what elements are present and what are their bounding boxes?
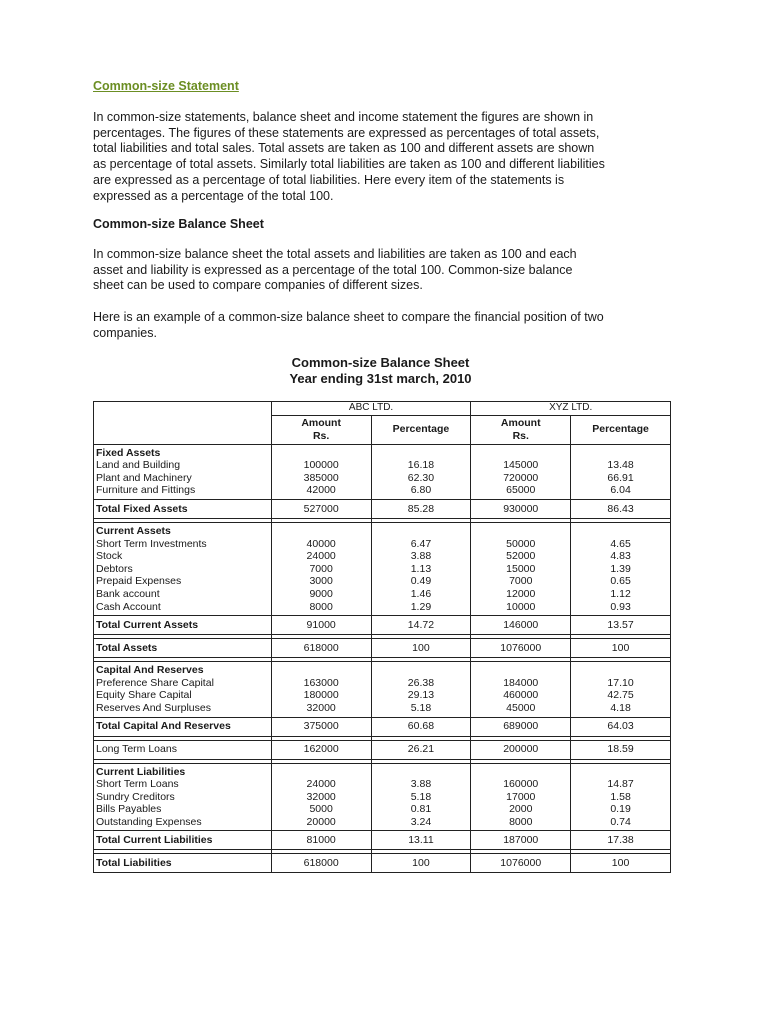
total-xyz-amount: 1076000 bbox=[471, 854, 571, 873]
xyz-percentages-line: 6.04 bbox=[610, 484, 631, 497]
section-labels-line: Outstanding Expenses bbox=[96, 815, 202, 828]
xyz-percentages-line: 4.83 bbox=[610, 550, 631, 563]
balance-sheet-table bbox=[93, 401, 671, 873]
xyz-percentages-line: 4.65 bbox=[610, 537, 631, 550]
total-label: Total Fixed Assets bbox=[94, 499, 272, 518]
abc-amounts-line: 180000 bbox=[303, 689, 339, 702]
abc-percentages-line: 3.88 bbox=[410, 550, 432, 563]
example-paragraph-line: Here is an example of a common-size balance sheet to compare the financial position of two bbox=[93, 310, 604, 324]
abc-amounts-line bbox=[275, 525, 368, 538]
abc-amounts-line: 24000 bbox=[306, 778, 336, 791]
section-labels bbox=[94, 763, 272, 831]
xyz-percentages-line bbox=[574, 766, 667, 779]
xyz-amounts-line: 2000 bbox=[509, 803, 533, 816]
section-labels-line: Current Assets bbox=[96, 524, 171, 537]
total-xyz-percentage: 18.59 bbox=[571, 740, 671, 759]
abc-percentages-line: 1.29 bbox=[410, 600, 432, 613]
xyz-amounts-line: 7000 bbox=[509, 575, 533, 588]
abc-percentages-line: 62.30 bbox=[407, 471, 435, 484]
intro-paragraph-line: as percentage of total assets. Similarly total liabilities are taken as 100 and different liabilities bbox=[93, 157, 605, 172]
amount-header-unit: Rs. bbox=[512, 429, 529, 442]
abc-amounts-line bbox=[275, 447, 368, 460]
intro-paragraph-line: expressed as a percentage of the total 100. bbox=[93, 188, 334, 203]
section-labels-line: Current Liabilities bbox=[96, 765, 186, 778]
abc-amounts-line: 3000 bbox=[309, 575, 333, 588]
total-xyz-percentage: 86.43 bbox=[571, 499, 671, 518]
total-row bbox=[94, 831, 671, 850]
abc-amounts-line bbox=[275, 766, 368, 779]
common-size-statement-link[interactable]: Common-size Statement bbox=[93, 79, 239, 93]
total-xyz-percentage: 13.57 bbox=[571, 616, 671, 635]
abc-percentages bbox=[371, 522, 471, 615]
section-items-row bbox=[94, 763, 671, 831]
intro-paragraph bbox=[93, 110, 678, 204]
section-labels-line: Short Term Loans bbox=[96, 778, 179, 791]
xyz-percentage-header: Percentage bbox=[571, 415, 671, 444]
xyz-percentages-line bbox=[574, 525, 667, 538]
xyz-percentages bbox=[571, 763, 671, 831]
total-xyz-amount: 146000 bbox=[471, 616, 571, 635]
abc-percentages-line bbox=[375, 447, 468, 460]
abc-percentage-header: Percentage bbox=[371, 415, 471, 444]
total-abc-percentage: 100 bbox=[371, 639, 471, 658]
table-subtitle: Year ending 31st march, 2010 bbox=[289, 371, 472, 386]
xyz-percentages bbox=[571, 662, 671, 717]
xyz-percentages-line: 1.39 bbox=[610, 562, 631, 575]
xyz-percentages-line: 0.19 bbox=[610, 803, 631, 816]
xyz-percentages-line: 1.58 bbox=[610, 790, 631, 803]
abc-amounts bbox=[271, 662, 371, 717]
xyz-amounts-line: 184000 bbox=[503, 676, 539, 689]
total-xyz-amount: 689000 bbox=[471, 717, 571, 736]
abc-amounts-line: 24000 bbox=[306, 550, 336, 563]
xyz-amounts-line bbox=[474, 447, 567, 460]
total-xyz-percentage: 100 bbox=[571, 854, 671, 873]
xyz-amounts-line: 8000 bbox=[509, 815, 533, 828]
section-labels-line: Capital And Reserves bbox=[96, 664, 204, 677]
amount-header-line: Amount bbox=[500, 417, 541, 429]
total-xyz-amount: 200000 bbox=[471, 740, 571, 759]
xyz-amounts-line: 10000 bbox=[506, 600, 536, 613]
abc-percentages-line: 1.46 bbox=[410, 587, 432, 600]
total-xyz-amount: 1076000 bbox=[471, 639, 571, 658]
section-labels-line: Bills Payables bbox=[96, 803, 162, 816]
total-label: Total Current Liabilities bbox=[94, 831, 272, 850]
total-abc-percentage: 26.21 bbox=[371, 740, 471, 759]
abc-percentages-line: 5.18 bbox=[410, 790, 432, 803]
abc-percentages-line: 3.88 bbox=[410, 778, 432, 791]
section-labels-line: Reserves And Surpluses bbox=[96, 701, 211, 714]
xyz-percentages-line: 13.48 bbox=[607, 459, 634, 472]
abc-amounts-line: 32000 bbox=[306, 701, 336, 714]
common-size-balance-sheet-heading: Common-size Balance Sheet bbox=[93, 217, 264, 231]
xyz-amounts-line: 460000 bbox=[503, 689, 539, 702]
abc-amounts-line: 100000 bbox=[303, 459, 339, 472]
company-xyz-header: XYZ LTD. bbox=[471, 402, 671, 416]
section-items-row bbox=[94, 522, 671, 615]
xyz-percentages bbox=[571, 522, 671, 615]
company-header-row bbox=[94, 402, 671, 416]
intro-paragraph-line: percentages. The figures of these statements are expressed as percentages of total assets, bbox=[93, 125, 600, 140]
abc-amounts-line: 32000 bbox=[306, 790, 336, 803]
section-labels-line: Furniture and Fittings bbox=[96, 484, 196, 497]
abc-percentages bbox=[371, 662, 471, 717]
abc-percentages-line bbox=[375, 664, 468, 677]
xyz-percentages-line: 17.10 bbox=[607, 676, 634, 689]
total-abc-amount: 527000 bbox=[271, 499, 371, 518]
abc-percentages-line: 0.81 bbox=[410, 803, 432, 816]
balance-sheet-paragraph-line: sheet can be used to compare companies of different sizes. bbox=[93, 278, 423, 293]
total-xyz-percentage: 64.03 bbox=[571, 717, 671, 736]
abc-percentages-line: 29.13 bbox=[407, 689, 435, 702]
section-labels-line: Prepaid Expenses bbox=[96, 575, 182, 588]
example-paragraph bbox=[93, 310, 678, 341]
section-labels-line: Debtors bbox=[96, 562, 133, 575]
xyz-percentages-line: 0.65 bbox=[610, 575, 631, 588]
xyz-percentages bbox=[571, 444, 671, 499]
total-row bbox=[94, 717, 671, 736]
xyz-amount-header bbox=[471, 415, 571, 444]
amount-header-unit: Rs. bbox=[312, 429, 330, 442]
abc-percentages-line: 16.18 bbox=[407, 459, 435, 472]
section-labels-line: Fixed Assets bbox=[96, 446, 161, 459]
xyz-percentages-line: 4.18 bbox=[610, 701, 631, 714]
section-labels bbox=[94, 444, 272, 499]
xyz-amounts bbox=[471, 662, 571, 717]
abc-percentages-line bbox=[375, 525, 468, 538]
xyz-amounts-line: 12000 bbox=[506, 587, 536, 600]
total-abc-amount: 91000 bbox=[271, 616, 371, 635]
abc-amounts-line: 385000 bbox=[303, 471, 339, 484]
xyz-percentages-line: 66.91 bbox=[607, 471, 634, 484]
xyz-amounts-line: 15000 bbox=[506, 562, 536, 575]
section-labels bbox=[94, 662, 272, 717]
total-row bbox=[94, 616, 671, 635]
total-abc-amount: 375000 bbox=[271, 717, 371, 736]
section-labels-line: Preference Share Capital bbox=[96, 676, 214, 689]
abc-percentages-line: 5.18 bbox=[410, 701, 432, 714]
xyz-amounts-line: 720000 bbox=[503, 471, 539, 484]
intro-paragraph-line: are expressed as a percentage of total liabilities. Here every item of the statements is bbox=[93, 172, 565, 187]
abc-percentages-line: 1.13 bbox=[410, 562, 432, 575]
section-labels-line: Stock bbox=[96, 550, 123, 563]
xyz-percentages-line: 1.12 bbox=[610, 587, 631, 600]
abc-percentages bbox=[371, 444, 471, 499]
total-label: Long Term Loans bbox=[94, 740, 272, 759]
abc-amounts-line: 163000 bbox=[303, 676, 339, 689]
abc-amounts-line: 9000 bbox=[309, 587, 333, 600]
company-abc-header: ABC LTD. bbox=[271, 402, 471, 416]
xyz-amounts-line: 52000 bbox=[506, 550, 536, 563]
total-abc-percentage: 85.28 bbox=[371, 499, 471, 518]
table-title: Common-size Balance Sheet bbox=[291, 355, 470, 370]
abc-percentages-line: 6.47 bbox=[410, 537, 432, 550]
xyz-amounts-line: 160000 bbox=[503, 778, 539, 791]
abc-percentages bbox=[371, 763, 471, 831]
example-paragraph-line: companies. bbox=[93, 325, 157, 340]
section-labels-line: Cash Account bbox=[96, 600, 161, 613]
abc-amounts-line: 8000 bbox=[309, 600, 333, 613]
abc-percentages-line: 6.80 bbox=[410, 484, 432, 497]
total-abc-amount: 162000 bbox=[271, 740, 371, 759]
xyz-amounts-line: 50000 bbox=[506, 537, 536, 550]
xyz-percentages-line: 0.93 bbox=[610, 600, 631, 613]
xyz-amounts bbox=[471, 444, 571, 499]
abc-percentages-line: 3.24 bbox=[410, 815, 432, 828]
section-labels bbox=[94, 522, 272, 615]
total-xyz-percentage: 17.38 bbox=[571, 831, 671, 850]
total-row bbox=[94, 740, 671, 759]
amount-header-line: Amount bbox=[301, 417, 341, 429]
total-label: Total Liabilities bbox=[94, 854, 272, 873]
total-row bbox=[94, 639, 671, 658]
balance-sheet-paragraph-line: In common-size balance sheet the total assets and liabilities are taken as 100 and each bbox=[93, 247, 577, 261]
total-xyz-amount: 187000 bbox=[471, 831, 571, 850]
total-label: Total Current Assets bbox=[94, 616, 272, 635]
total-abc-amount: 618000 bbox=[271, 854, 371, 873]
xyz-percentages-line: 42.75 bbox=[607, 689, 634, 702]
abc-amounts-line: 42000 bbox=[306, 484, 336, 497]
abc-amounts-line: 5000 bbox=[309, 803, 333, 816]
xyz-amounts-line: 65000 bbox=[506, 484, 536, 497]
abc-percentages-line: 0.49 bbox=[410, 575, 432, 588]
total-xyz-percentage: 100 bbox=[571, 639, 671, 658]
xyz-percentages-line: 14.87 bbox=[607, 778, 634, 791]
section-labels-line: Sundry Creditors bbox=[96, 790, 175, 803]
xyz-percentages-line: 0.74 bbox=[610, 815, 631, 828]
total-abc-percentage: 13.11 bbox=[371, 831, 471, 850]
abc-amounts-line: 20000 bbox=[306, 815, 336, 828]
balance-sheet-paragraph-line: asset and liability is expressed as a percentage of the total 100. Common-size balance bbox=[93, 262, 573, 277]
xyz-amounts-line: 145000 bbox=[503, 459, 539, 472]
xyz-percentages-line bbox=[574, 664, 667, 677]
total-row bbox=[94, 854, 671, 873]
total-abc-percentage: 14.72 bbox=[371, 616, 471, 635]
section-labels-line: Equity Share Capital bbox=[96, 689, 192, 702]
xyz-amounts-line bbox=[474, 766, 567, 779]
total-label: Total Assets bbox=[94, 639, 272, 658]
abc-percentages-line bbox=[375, 766, 468, 779]
total-abc-amount: 81000 bbox=[271, 831, 371, 850]
total-label: Total Capital And Reserves bbox=[94, 717, 272, 736]
section-labels-line: Short Term Investments bbox=[96, 537, 207, 550]
xyz-amounts bbox=[471, 763, 571, 831]
header-blank-cell bbox=[94, 402, 272, 445]
abc-amount-header bbox=[271, 415, 371, 444]
abc-amounts-line bbox=[275, 664, 368, 677]
intro-paragraph-line: In common-size statements, balance sheet and income statement the figures are shown in bbox=[93, 110, 594, 124]
total-abc-percentage: 100 bbox=[371, 854, 471, 873]
xyz-amounts-line: 45000 bbox=[506, 701, 536, 714]
xyz-percentages-line bbox=[574, 447, 667, 460]
abc-amounts-line: 7000 bbox=[309, 562, 333, 575]
total-abc-amount: 618000 bbox=[271, 639, 371, 658]
total-xyz-amount: 930000 bbox=[471, 499, 571, 518]
abc-amounts bbox=[271, 763, 371, 831]
section-labels-line: Bank account bbox=[96, 587, 160, 600]
xyz-amounts-line bbox=[474, 525, 567, 538]
abc-amounts bbox=[271, 522, 371, 615]
section-labels-line: Land and Building bbox=[96, 459, 181, 472]
section-items-row bbox=[94, 662, 671, 717]
section-labels-line: Plant and Machinery bbox=[96, 471, 192, 484]
section-items-row bbox=[94, 444, 671, 499]
xyz-amounts-line bbox=[474, 664, 567, 677]
abc-amounts bbox=[271, 444, 371, 499]
total-row bbox=[94, 499, 671, 518]
intro-paragraph-line: total liabilities and total sales. Total assets are taken as 100 and different assets are shown bbox=[93, 141, 595, 156]
xyz-amounts-line: 17000 bbox=[506, 790, 536, 803]
xyz-amounts bbox=[471, 522, 571, 615]
abc-amounts-line: 40000 bbox=[306, 537, 336, 550]
abc-percentages-line: 26.38 bbox=[407, 676, 435, 689]
total-abc-percentage: 60.68 bbox=[371, 717, 471, 736]
balance-sheet-paragraph bbox=[93, 247, 678, 294]
